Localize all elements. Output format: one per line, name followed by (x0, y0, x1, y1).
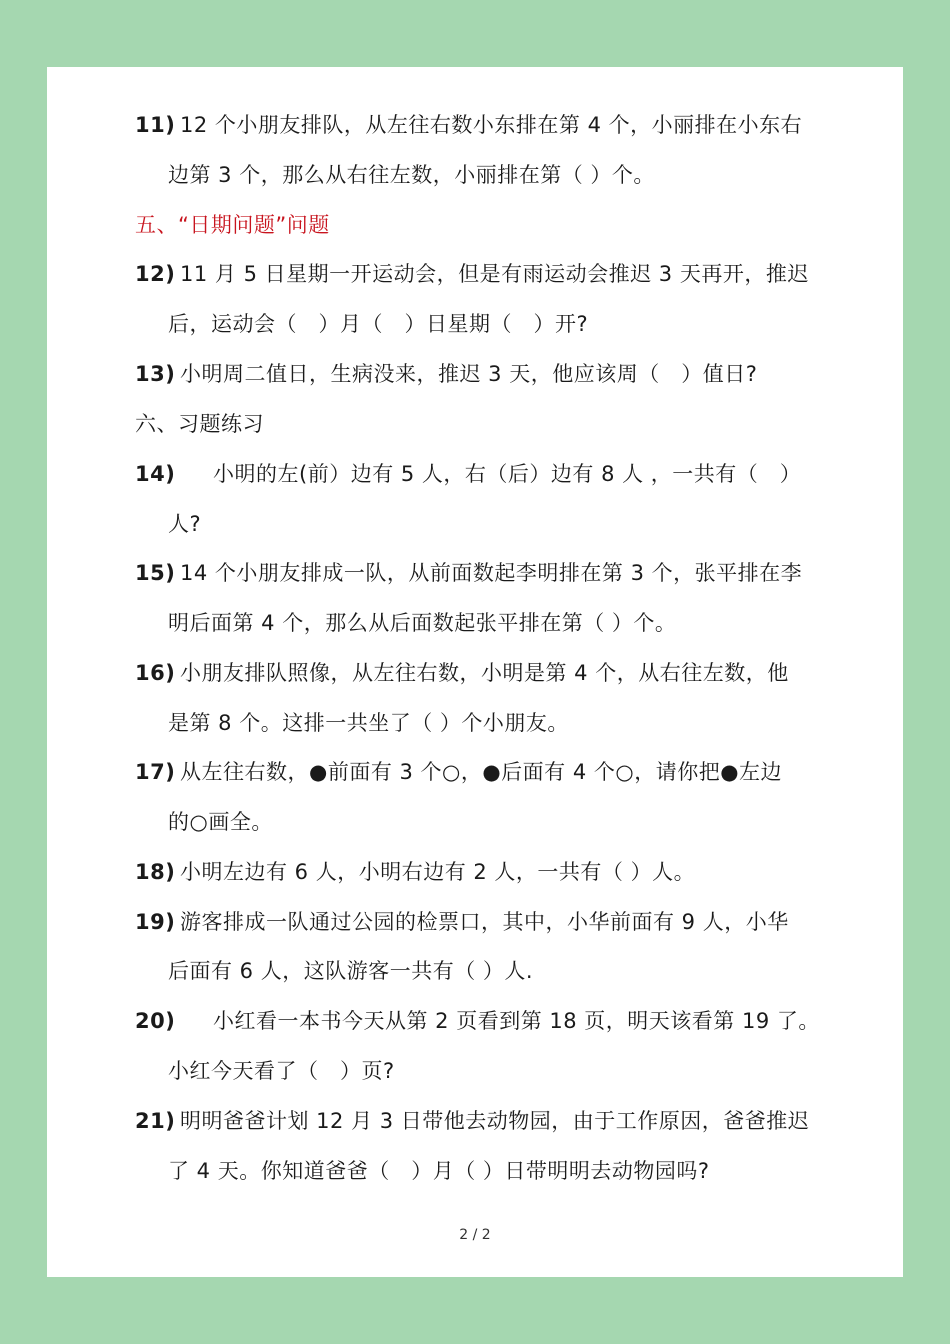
question-text-line: 的○画全。 (168, 810, 273, 834)
question-number: 17) (135, 760, 176, 784)
question-text-line: 小明左边有 6 人，小明右边有 2 人，一共有（ ）人。 (180, 860, 696, 884)
question-number: 16) (135, 661, 176, 685)
question-number: 21) (135, 1109, 176, 1133)
question-text-line: 11 月 5 日星期一开运动会，但是有雨运动会推迟 3 天再开，推迟 (180, 262, 809, 286)
question-text-line: 是第 8 个。这排一共坐了（ ）个小朋友。 (168, 711, 569, 735)
question-number: 18) (135, 860, 176, 884)
worksheet-page (47, 67, 903, 1277)
section-heading-six: 六、习题练习 (135, 412, 264, 436)
question-number: 13) (135, 362, 176, 386)
question-number: 20) (135, 1009, 176, 1033)
page-number: 2 / 2 (459, 1227, 491, 1243)
question-text-line: 12 个小朋友排队，从左往右数小东排在第 4 个，小丽排在小东右 (180, 113, 803, 137)
question-text-line: 明后面第 4 个，那么从后面数起张平排在第（ ）个。 (168, 611, 677, 635)
question-number: 14) (135, 462, 176, 486)
question-text-line: 人? (168, 512, 202, 536)
question-text-line: 从左往右数，●前面有 3 个○，●后面有 4 个○，请你把●左边 (180, 760, 783, 784)
question-text-line: 后，运动会（ ）月（ ）日星期（ ）开? (168, 312, 589, 336)
question-number: 12) (135, 262, 176, 286)
question-text-line: 游客排成一队通过公园的检票口，其中，小华前面有 9 人，小华 (180, 910, 789, 934)
question-text-line: 小红看一本书今天从第 2 页看到第 18 页，明天该看第 19 了。 (213, 1009, 820, 1033)
question-text-line: 14 个小朋友排成一队，从前面数起李明排在第 3 个，张平排在李 (180, 561, 803, 585)
question-text-line: 小明的左(前）边有 5 人，右（后）边有 8 人 ，一共有（ ） (213, 462, 802, 486)
question-number: 19) (135, 910, 176, 934)
question-text-line: 小朋友排队照像，从左往右数，小明是第 4 个，从右往左数，他 (180, 661, 789, 685)
question-text-line: 小明周二值日，生病没来，推迟 3 天，他应该周（ ）值日? (180, 362, 758, 386)
question-number: 11) (135, 113, 176, 137)
question-text-line: 了 4 天。你知道爸爸（ ）月（ ）日带明明去动物园吗? (168, 1159, 710, 1183)
question-number: 15) (135, 561, 176, 585)
question-text-line: 小红今天看了（ ）页? (168, 1059, 395, 1083)
question-text-line: 明明爸爸计划 12 月 3 日带他去动物园，由于工作原因，爸爸推迟 (180, 1109, 810, 1133)
question-text-line: 后面有 6 人，这队游客一共有（ ）人. (168, 959, 534, 983)
question-text-line: 边第 3 个，那么从右往左数，小丽排在第（ ）个。 (168, 163, 655, 187)
section-heading-five: 五、“日期问题”问题 (135, 213, 330, 237)
